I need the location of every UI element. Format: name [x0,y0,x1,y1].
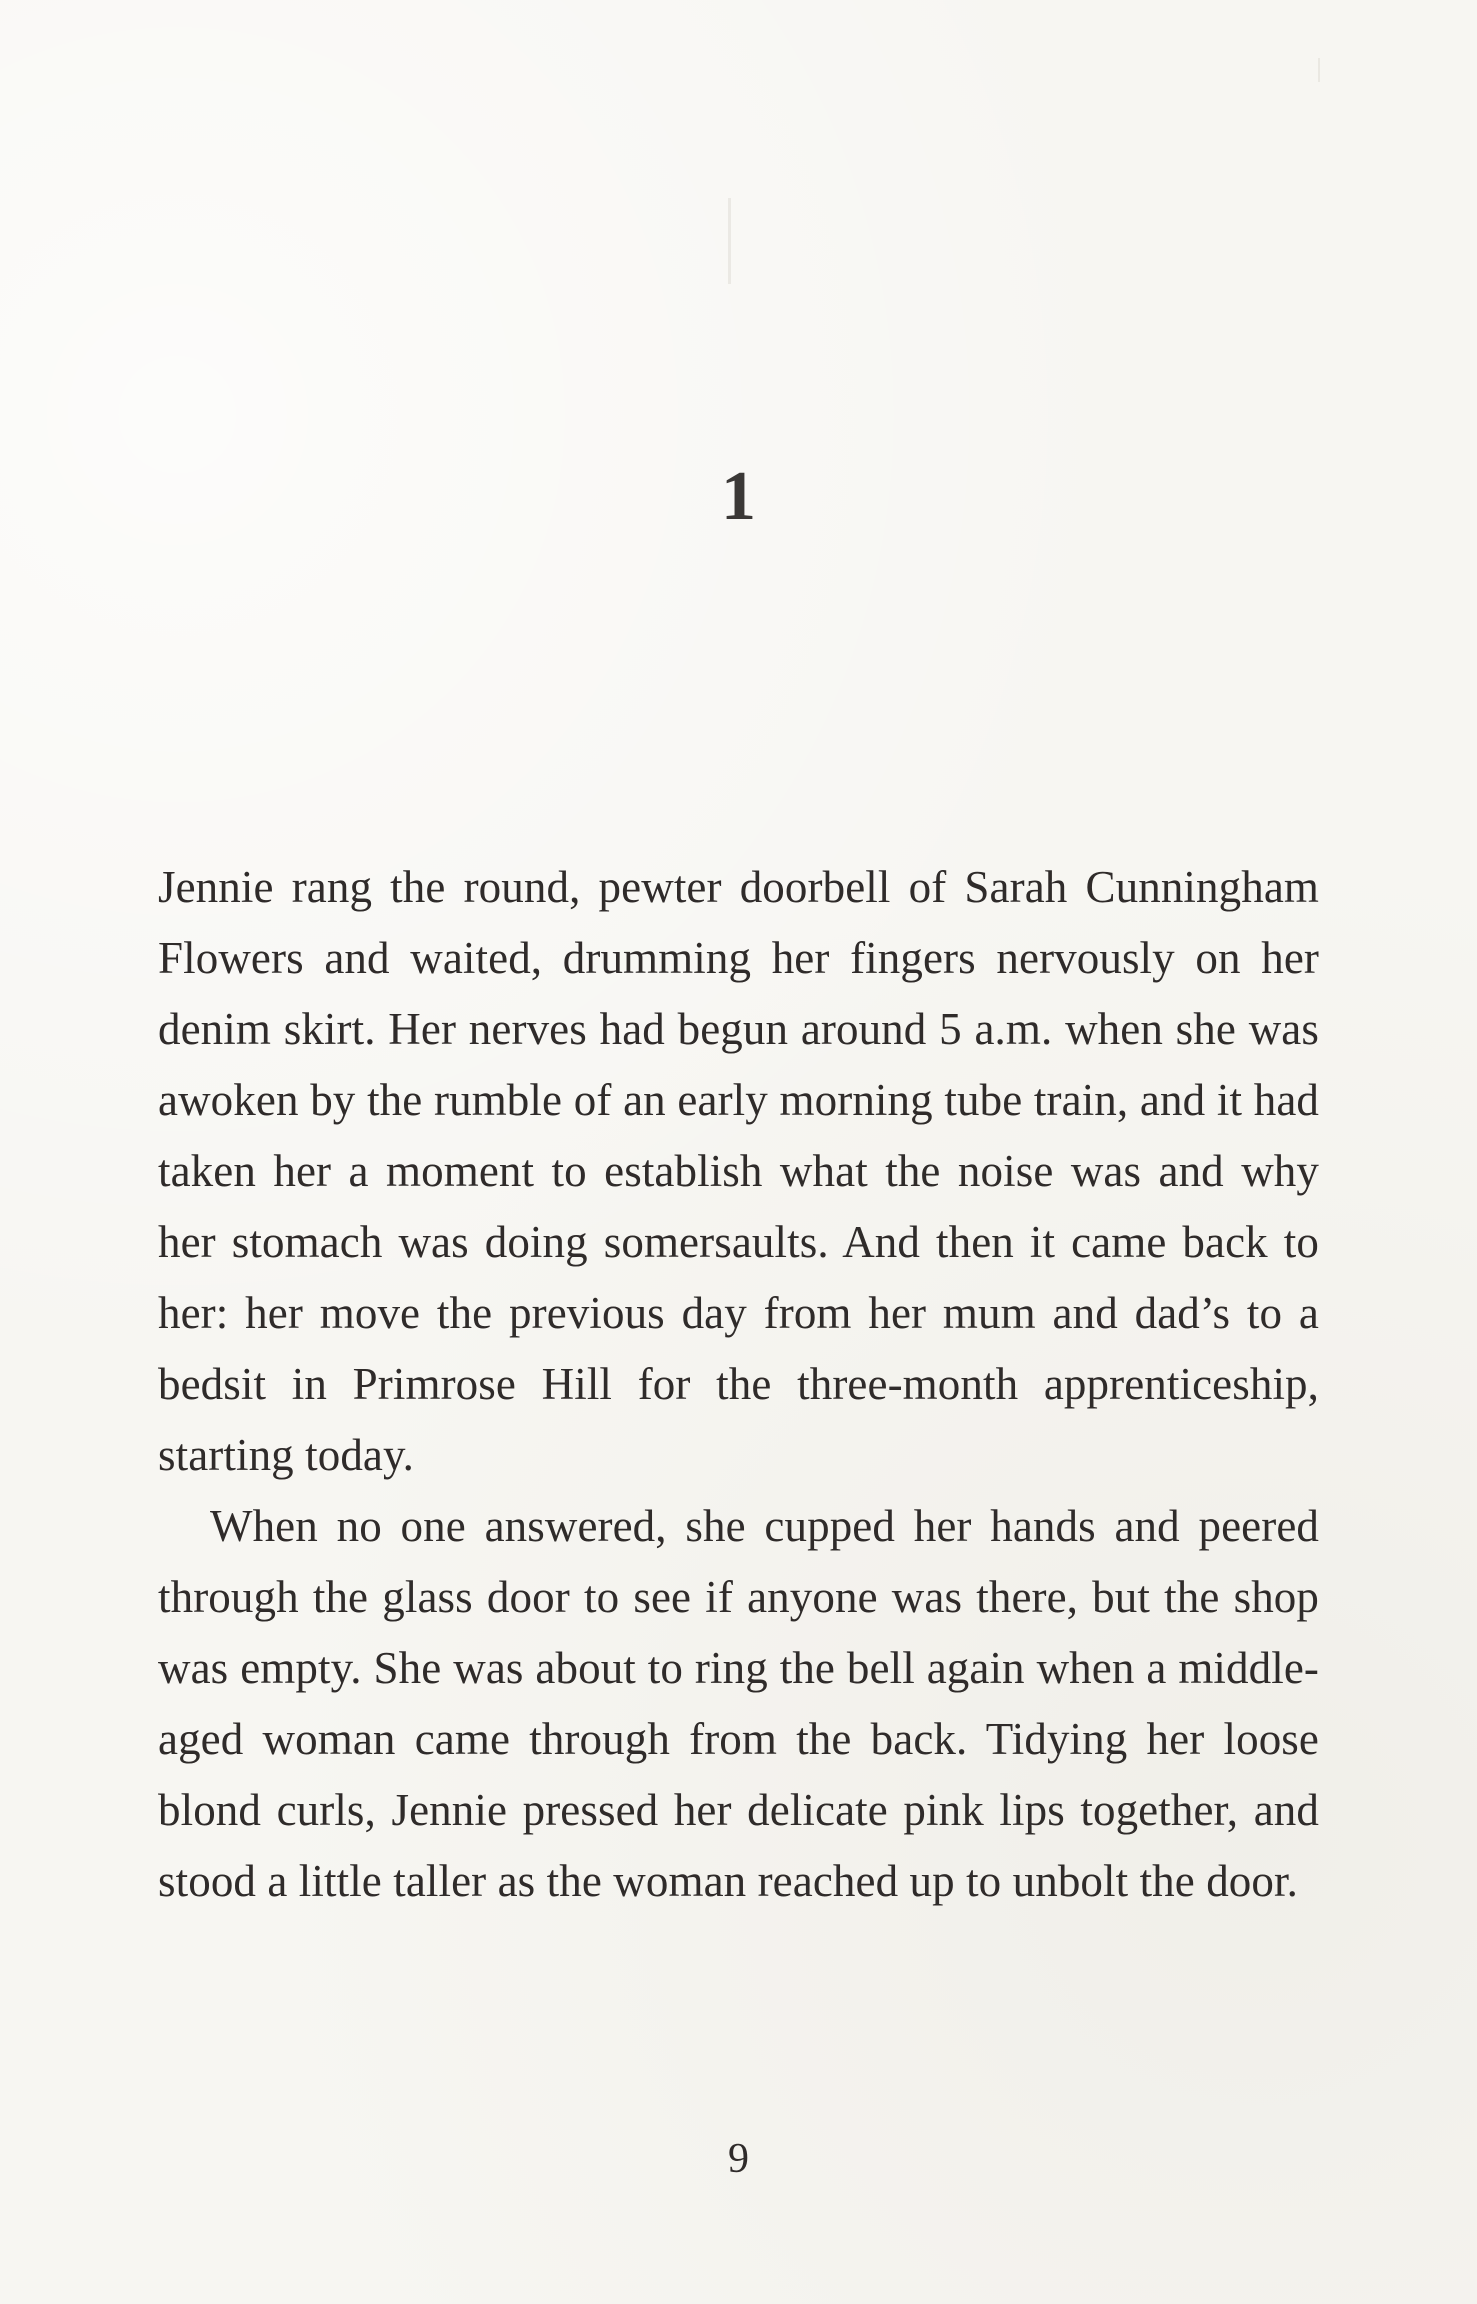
page-number: 9 [728,2136,749,2182]
chapter-number: 1 [721,458,756,535]
body-paragraph: Jennie rang the round, pewter doorbell of Sarah Cunningham Flowers and waited, drumming her fingers nervously on her denim skirt. Her nerves had begun around 5 a.m. when she was awoken by the rumble of an early morning tube train, and it had taken her a moment to establish what the noise was and why her stomach was doing somersaults. And then it came back to her: her move the previous day from her mum and dad’s to a bedsit in Primrose Hill for the three-month apprenticeship, starting today. [158,862,1319,1480]
body-paragraph: When no one answered, she cupped her hands and peered through the glass door to see if anyone was there, but the shop was empty. She was about to ring the bell again when a middle-aged woman came through from the back. Tidying her loose blond curls, Jennie pressed her delicate pink lips together, and stood a little taller as the woman reached up to unbolt the door. [158,1501,1319,1906]
chapter-body-text [158,852,1319,1917]
scan-shadow-mark [1318,58,1320,82]
scan-shadow-mark [728,198,731,284]
